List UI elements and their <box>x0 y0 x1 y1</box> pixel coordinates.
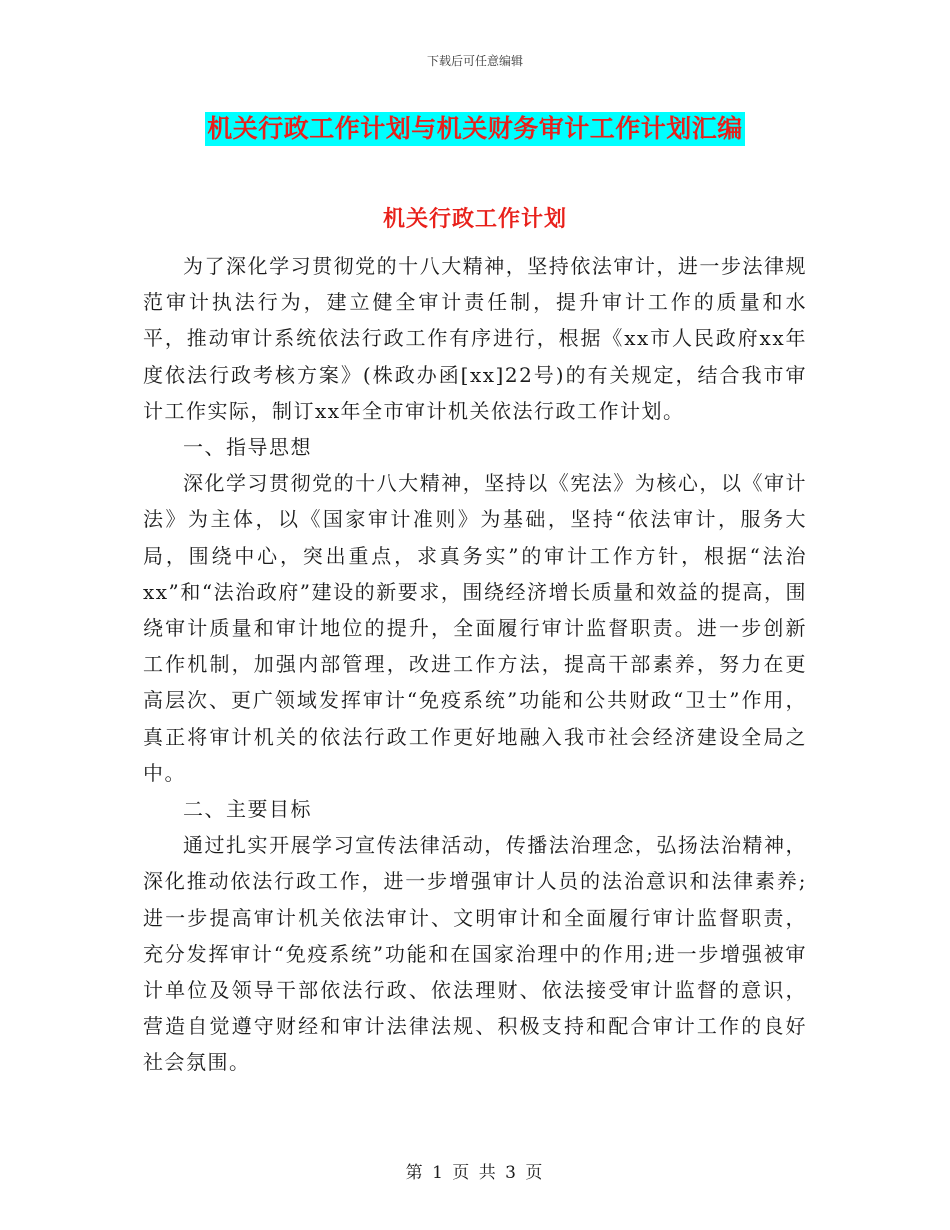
section-title: 机关行政工作计划 <box>382 207 567 232</box>
heading-main-goals: 二、主要目标 <box>183 797 312 822</box>
paragraph-intro: 为了深化学习贯彻党的十八大精神，坚持依法审计，进一步法律规范审计执法行为，建立健全审计责任制，提升审计工作的质量和水平，推动审计系统依法行政工作有序进行，根据《xx市人民政府xx年度依法行政考核方案》(株政办函[xx]22号)的有关规定，结合我市审计工作实际，制订xx年全市审计机关依法行政工作计划。 <box>143 254 807 423</box>
document-body <box>143 248 807 1081</box>
page-footer: 第 1 页 共 3 页 <box>405 1163 545 1183</box>
document-title-container <box>0 112 950 146</box>
paragraph-guiding-ideology: 深化学习贯彻党的十八大精神，坚持以《宪法》为核心，以《审计法》为主体，以《国家审计准则》为基础，坚持“依法审计，服务大局，围绕中心，突出重点，求真务实”的审计工作方针，根据“法治xx”和“法治政府”建设的新要求，围绕经济增长质量和效益的提高，围绕审计质量和审计地位的提升，全面履行审计监督职责。进一步创新工作机制，加强内部管理，改进工作方法，提高干部素养，努力在更高层次、更广领域发挥审计“免疫系统”功能和公共财政“卫士”作用，真正将审计机关的依法行政工作更好地融入我市社会经济建设全局之中。 <box>143 471 807 785</box>
paragraph-main-goals: 通过扎实开展学习宣传法律活动，传播法治理念，弘扬法治精神，深化推动依法行政工作，进一步增强审计人员的法治意识和法律素养;进一步提高审计机关依法审计、文明审计和全面履行审计监督职责，充分发挥审计“免疫系统”功能和在国家治理中的作用;进一步增强被审计单位及领导干部依法行政、依法理财、依法接受审计监督的意识，营造自觉遵守财经和审计法律法规、积极支持和配合审计工作的良好社会氛围。 <box>143 833 807 1075</box>
heading-guiding-ideology: 一、指导思想 <box>183 435 312 460</box>
page-header-note: 下载后可任意编辑 <box>426 54 523 68</box>
document-title: 机关行政工作计划与机关财务审计工作计划汇编 <box>205 112 745 146</box>
